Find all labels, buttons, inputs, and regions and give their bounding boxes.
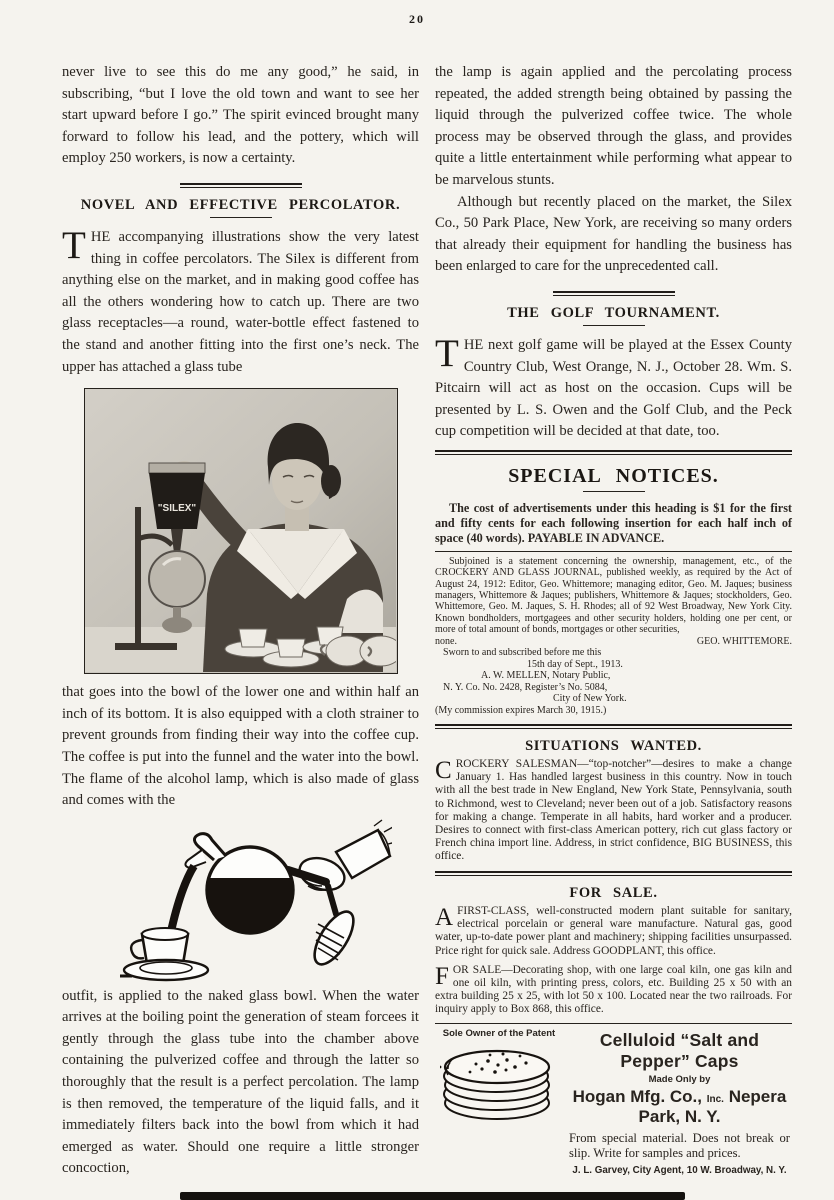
pouring-illustration-figure (62, 816, 419, 984)
notices-cost-paragraph: The cost of advertisements under this heading is $1 for the first and fifty cents for each following insertion for each half inch of space (40 words). PAYABLE IN ADVANCE. (435, 501, 792, 545)
hogan-company-line (567, 1087, 792, 1127)
section-divider (553, 291, 675, 296)
hogan-ad-right (563, 1029, 792, 1176)
hogan-advertisement (435, 1023, 792, 1176)
hogan-ad-title: Celluloid “Salt and Pepper” Caps (599, 1029, 760, 1071)
section-divider (180, 183, 302, 188)
right-column (435, 62, 792, 1180)
hogan-company-name: Hogan Mfg. Co., (572, 1086, 707, 1106)
title-rule (583, 491, 645, 492)
two-column-layout (62, 62, 792, 1180)
section-divider-full (435, 871, 792, 876)
left-column (62, 62, 419, 1180)
percolator-paragraph-1 (62, 223, 419, 378)
for-sale-ad-2-text: OR SALE—Decorating shop, with one large coal kiln, one gas kiln and one oil kiln, with printing press, colors, etc. Building 25 x 50 with an extra building 25 x 25, with lot 50 x 100. Located near the two railroads. For inquiry apply to Box 868, this office. (435, 963, 792, 1016)
intro-paragraph: never live to see this do me any good,” he said, in subscribing, “but I love the old town and want to see her start upward before I go.” The spirit evinced brought many forward to follow his lead, and the pottery, which will employ 250 workers, is now a certainty. (62, 64, 419, 167)
silex-demonstration-photo (84, 388, 398, 674)
dropcap: C (435, 756, 452, 784)
hogan-company-location: Nepera Park, N. Y. (638, 1086, 787, 1126)
section-divider-full (435, 450, 792, 455)
golf-article-title: THE GOLF TOURNAMENT. (507, 304, 720, 321)
title-rule (583, 325, 645, 326)
signature: GEO. WHITTEMORE. (696, 635, 792, 647)
for-sale-ad-2 (435, 964, 792, 1017)
percolator-paragraph-3: outfit, is applied to the naked glass bowl. When the water arrives at the boiling point the generation of steam forcees it gently through the glass tube into the chamber above containing the pulverized coffee and through the latter so thoroughly that the result is a perfect percolation. The lamp is then removed, the temperature of the liquid falls, and it immediately filters back into the bowl from which it had emerged as water. Should one require a little stronger concoction, (62, 987, 419, 1177)
dropcap: T (62, 223, 86, 267)
notary-line: City of New York. (553, 693, 627, 705)
pouring-coffee-illustration (90, 816, 392, 984)
title-rule (210, 217, 272, 218)
percolator-photo-illustration (85, 389, 396, 672)
dropcap: T (435, 331, 459, 375)
percolator-paragraph-2: that goes into the bowl of the lower one and within half an inch of its bottom. It is also equipped with a cloth strainer to prevent grounds from finding their way into the coffee cup. The coffee is put into the funnel and the water into the bowl. The flame of the alcohol lamp, which is also made of glass and comes with the (62, 684, 419, 809)
percolator-article-title: NOVEL AND EFFECTIVE PERCOLATOR. (80, 196, 401, 213)
situations-wanted-text: ROCKERY SALESMAN—“top-notcher”—desires to make a change January 1. Has handled largest business in this country. Now in touch with all the best trade in New England, New York State, Pennsylvania, south to Richmond, west to Cleveland; never been out of a job. Satisfactory reasons for making a change. Temperate in all habits, hard worker and a producer. Desires to connect with first-class American pottery, rich cut glass factory or French china import line. Address, in strict confidence, BIG BUSINESS, this office. (435, 757, 792, 863)
percolator-cont-paragraph-1: the lamp is again applied and the percolating process repeated, the added strength being obtained by passing the liquid through the pulverized coffee twice. The whole process may be observed through the glass, and provides quite a little entertainment while performing what appear to be marvelous stunts. (435, 64, 792, 188)
notary-line: 15th day of Sept., 1913. (527, 658, 623, 670)
for-sale-title: FOR SALE. (569, 884, 658, 901)
none-label: none. (435, 635, 457, 647)
notary-line: (My commission expires March 30, 1915.) (435, 704, 607, 716)
signature-row (435, 636, 792, 647)
hogan-agent-line: J. L. Garvey, City Agent, 10 W. Broadway, N. Y. (572, 1164, 787, 1176)
thin-divider (435, 551, 792, 552)
situations-wanted-title: SITUATIONS WANTED. (525, 737, 702, 754)
golf-article-body (435, 331, 792, 443)
hogan-ad-left (435, 1029, 563, 1176)
section-divider-full (435, 724, 792, 729)
caps-stack-illustration (440, 1039, 558, 1125)
notary-line: N. Y. Co. No. 2428, Register’s No. 5084, (443, 681, 608, 693)
golf-article-text: HE next golf game will be played at the Essex County Country Club, West Orange, N. J., October 28. Wm. S. Pitcairn will act as host on the occasion. Cups will be presented by L. S. Owen and the Golf Club, and the Peck cup competition will be decided at that date, too. (435, 336, 792, 440)
percolator-cont-paragraph-2: Although but recently placed on the market, the Silex Co., 50 Park Place, New York, are receiving so many orders that already their equipment for handling the business has been enlarged to care for the unprecedented call. (435, 193, 792, 275)
hogan-made-only-by: Made Only by (648, 1073, 711, 1085)
special-notices-title: SPECIAL NOTICES. (508, 465, 719, 488)
notary-line: Sworn to and subscribed before me this (443, 646, 602, 658)
sole-owner-text: Sole Owner of the Patent (442, 1027, 556, 1039)
ownership-statement: Subjoined is a statement concerning the ownership, management, etc., of the CROCKERY AND GLASS JOURNAL, published weekly, as required by the Act of August 24, 1912: Editor, Geo. Whittemore; managing editor, Geo. M. Jaques; business managers, Whittemore & Jaques; publishers, Whittemore & Jaques; stockholders, Geo. Whittemore, Geo. M. Jaques, S. H. Rhodes; all of 92 West Broadway, New York City. Known bondholders, mortgagees and other security holders, holding one per cent, or more of total amount of bonds, mortgages or other securities, (435, 555, 792, 636)
dropcap: A (435, 903, 454, 931)
percolator-paragraph-1-text: HE accompanying illustrations show the very latest thing in coffee percolators. The Silex is different from anything else on the market, and in making good coffee has all the others wondering how to catch up. There are two glass receptacles—a round, water-bottle effect fastened to the stand and another fitting into the first one’s neck. The upper has attached a glass tube (62, 228, 419, 375)
page-edge-shadow (180, 1192, 685, 1200)
page-number: 20 (409, 12, 425, 26)
dropcap: F (435, 962, 449, 990)
silex-label: "SILEX" (157, 503, 196, 515)
hogan-company-inc: Inc. (706, 1093, 724, 1105)
notary-line: A. W. MELLEN, Notary Public, (481, 670, 611, 682)
for-sale-ad-1 (435, 905, 792, 958)
situations-wanted-ad (435, 758, 792, 864)
for-sale-ad-1-text: FIRST-CLASS, well-constructed modern plant suitable for sanitary, electrical porcelain or general ware manufacture. Natural gas, good water, up-to-date power plant and machinery; shipping facilities unsurpassed. Price right for quick sale. Address GOODPLANT, this office. (435, 904, 792, 957)
hogan-description: From special material. Does not break or slip. Write for samples and prices. (569, 1130, 790, 1161)
